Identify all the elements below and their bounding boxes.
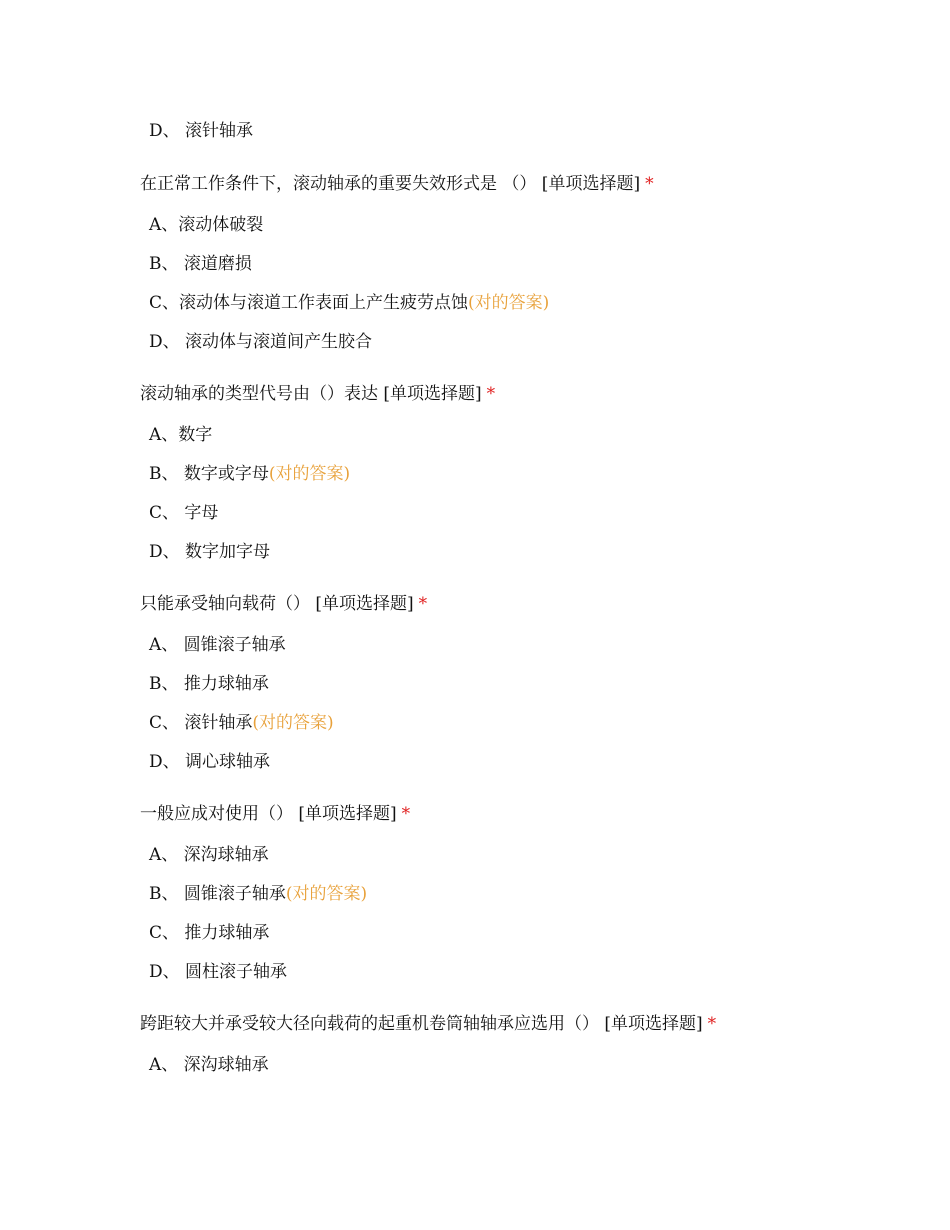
- option-text: B、 数字或字母: [149, 464, 269, 484]
- required-mark: *: [401, 804, 411, 824]
- required-mark: *: [707, 1014, 717, 1034]
- option-c-q1: [149, 292, 549, 314]
- option-text: D、 数字加字母: [149, 542, 271, 562]
- option-text: A、数字: [149, 425, 213, 445]
- option-d-q3: [149, 751, 270, 773]
- option-a-q4: [149, 844, 269, 866]
- option-d-q4: [149, 961, 287, 983]
- option-b-q4: [149, 883, 367, 905]
- option-text: B、 圆锥滚子轴承: [149, 884, 286, 904]
- option-a-q5: [149, 1054, 269, 1076]
- correct-answer-tag: (对的答案): [252, 713, 334, 733]
- question-1: [140, 173, 654, 195]
- option-text: C、滚动体与滚道工作表面上产生疲劳点蚀: [149, 293, 469, 313]
- question-text: 一般应成对使用（） [单项选择题]: [140, 804, 397, 824]
- option-c-q2: [149, 502, 218, 524]
- question-text: 滚动轴承的类型代号由（）表达 [单项选择题]: [140, 384, 482, 404]
- question-5: [140, 1013, 716, 1035]
- option-text: C、 字母: [149, 503, 219, 523]
- option-text: D、 滚针轴承: [149, 121, 254, 141]
- question-3: [140, 593, 427, 615]
- option-text: A、 深沟球轴承: [149, 845, 269, 865]
- option-b-q2: [149, 463, 350, 485]
- correct-answer-tag: (对的答案): [468, 293, 550, 313]
- correct-answer-tag: (对的答案): [285, 884, 368, 904]
- option-text: B、 滚道磨损: [149, 254, 252, 274]
- option-b-q3: [149, 673, 269, 695]
- option-text: D、 圆柱滚子轴承: [149, 962, 288, 982]
- option-text: D、 调心球轴承: [149, 752, 271, 772]
- option-c-q3: [149, 712, 334, 734]
- option-d-q0: [149, 120, 253, 142]
- option-text: C、 推力球轴承: [149, 923, 270, 943]
- required-mark: *: [418, 594, 428, 614]
- option-text: D、 滚动体与滚道间产生胶合: [149, 332, 373, 352]
- required-mark: *: [645, 174, 654, 194]
- option-text: C、 滚针轴承: [149, 713, 253, 733]
- option-text: A、滚动体破裂: [149, 215, 264, 235]
- option-d-q2: [149, 541, 270, 563]
- question-4: [140, 803, 410, 825]
- option-a-q1: [149, 214, 263, 236]
- question-text: 在正常工作条件下，滚动轴承的重要失效形式是 （） [单项选择题]: [140, 174, 641, 194]
- option-text: B、 推力球轴承: [149, 674, 269, 694]
- option-c-q4: [149, 922, 269, 944]
- question-2: [140, 383, 495, 405]
- option-a-q3: [149, 634, 286, 656]
- question-text: 只能承受轴向载荷（） [单项选择题]: [140, 594, 414, 614]
- option-d-q1: [149, 331, 372, 353]
- correct-answer-tag: (对的答案): [268, 464, 351, 484]
- question-text: 跨距较大并承受较大径向载荷的起重机卷筒轴轴承应选用（） [单项选择题]: [140, 1014, 703, 1034]
- option-a-q2: [149, 424, 212, 446]
- option-text: A、 深沟球轴承: [149, 1055, 269, 1075]
- option-b-q1: [149, 253, 252, 275]
- required-mark: *: [486, 384, 496, 404]
- option-text: A、 圆锥滚子轴承: [149, 635, 286, 655]
